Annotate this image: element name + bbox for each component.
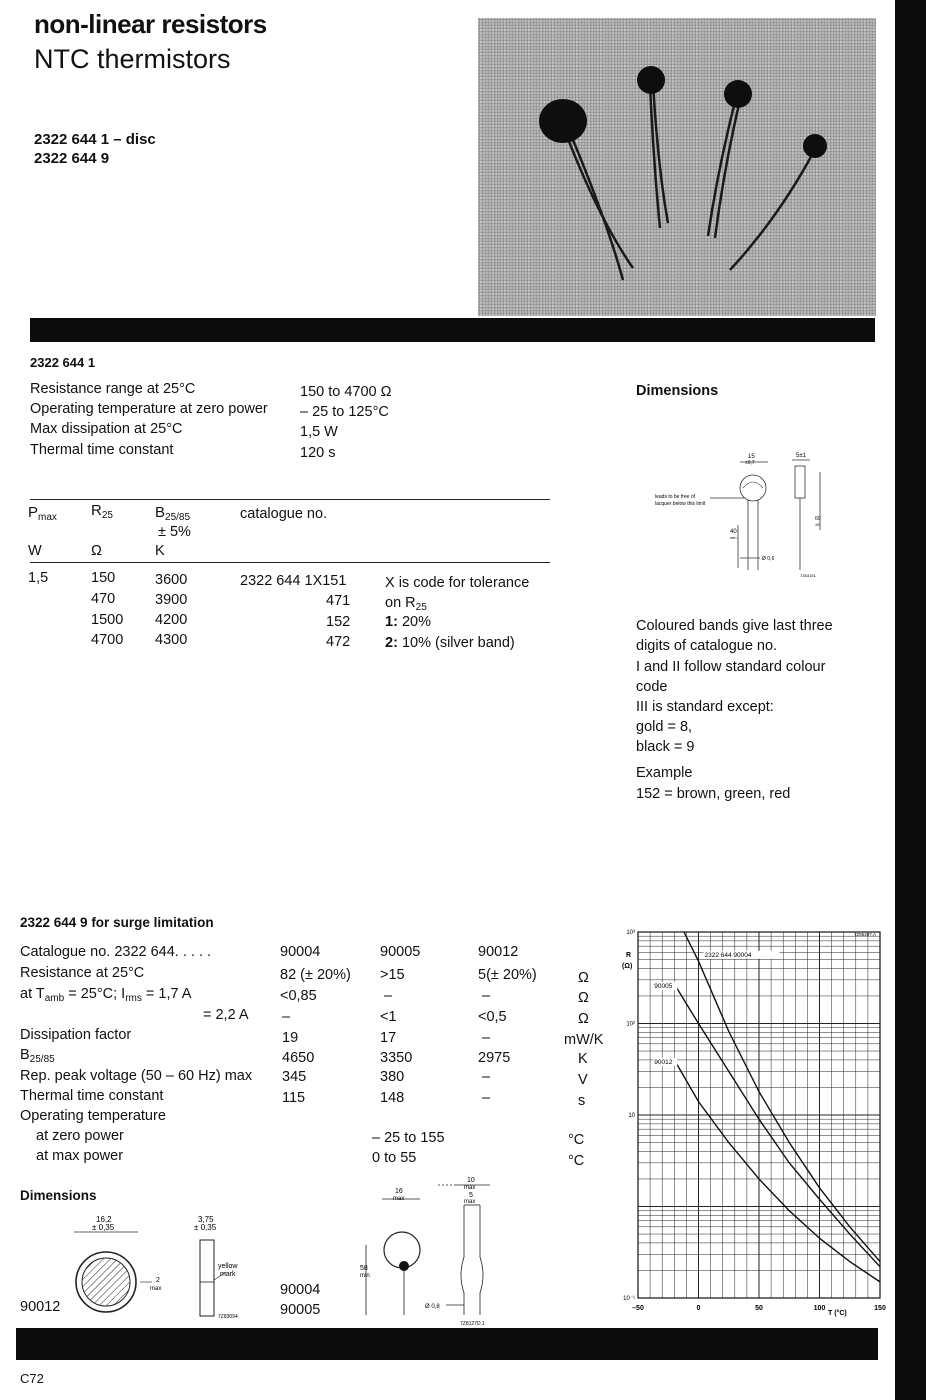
spec-value-90004: 4650: [282, 1050, 315, 1066]
footer-bar: [16, 1328, 878, 1360]
y-tick-label: 10: [628, 1113, 635, 1119]
spec-value: 120 s: [300, 445, 336, 461]
spec-unit: Ω: [578, 990, 589, 1006]
table-cell-b: 4200: [155, 612, 188, 628]
svg-text:10: 10: [467, 1177, 475, 1184]
svg-text:5±1: 5±1: [796, 453, 806, 459]
dimensions-heading: Dimensions: [636, 383, 719, 399]
spec-value-90004: 345: [282, 1069, 307, 1085]
spec-label: Catalogue no. 2322 644. . . . .: [20, 944, 212, 960]
spec-unit: Ω: [578, 970, 589, 986]
svg-text:15: 15: [748, 454, 755, 460]
svg-text:±0,7: ±0,7: [745, 460, 755, 466]
svg-text:±5: ±5: [815, 522, 820, 527]
svg-text:2: 2: [156, 1277, 160, 1284]
scan-edge: [895, 0, 926, 1400]
spec-label: at $T_{amb} = 25^\circ C$; $I_{rms} = 1,7$ A: [20, 986, 192, 1004]
spec-value-90004: 90004: [280, 944, 321, 960]
x-axis-label: T (°C): [828, 1310, 847, 1317]
spec-value: – 25 to 125°C: [300, 404, 389, 420]
table-rule-top: [30, 499, 550, 500]
x-tick-label: 150: [874, 1305, 886, 1312]
svg-text:40: 40: [730, 529, 737, 535]
series-label: 90005: [654, 983, 673, 991]
unit-w: W: [28, 543, 42, 559]
svg-text:max: max: [393, 1196, 405, 1202]
spec-value-90004: <0,85: [280, 988, 317, 1004]
disc-90012-drawing: [60, 1210, 260, 1325]
zero-power-value: – 25 to 155: [372, 1130, 445, 1146]
spec-unit: °C: [568, 1132, 585, 1148]
x-tick-label: –50: [632, 1305, 644, 1312]
table-rule-mid: [30, 562, 550, 563]
table-cell-b: 4300: [155, 632, 188, 648]
chart-code: 7Z95497.A: [854, 932, 877, 937]
svg-text:± 0,35: ± 0,35: [92, 1223, 115, 1232]
table-cell-cat: 2322 644 1X151: [240, 573, 347, 589]
y-tick-label: 10²: [626, 1021, 635, 1028]
colour-note-line: Coloured bands give last three: [636, 618, 833, 634]
zero-power-label: at zero power: [36, 1128, 124, 1144]
spec-label: = 2,2 A: [203, 1007, 249, 1023]
table-cell-r25: 150: [91, 570, 116, 586]
dimensions-heading: Dimensions: [20, 1188, 97, 1203]
spec-label: Dissipation factor: [20, 1027, 132, 1043]
spec-unit: s: [578, 1093, 586, 1109]
tolerance-code-1: 1: 20%: [385, 614, 431, 630]
colour-note-line: digits of catalogue no.: [636, 638, 778, 654]
svg-text:58: 58: [360, 1265, 368, 1272]
table-cell-b: 3600: [155, 572, 188, 588]
pmax-value: 1,5: [28, 570, 49, 586]
operating-temp-label: Operating temperature: [20, 1108, 166, 1124]
colour-note-line: gold = 8,: [636, 719, 693, 735]
spec-value-90004: 115: [282, 1090, 306, 1106]
product-photo: [478, 18, 876, 316]
table-cell-cat: 152: [326, 614, 351, 630]
max-power-label: at max power: [36, 1148, 124, 1164]
spec-value-90004: 19: [282, 1030, 299, 1046]
series-label: 2322 644 90004: [704, 951, 752, 959]
svg-text:Ø 0,8: Ø 0,8: [425, 1304, 440, 1310]
chart-svg: [618, 920, 888, 1330]
series-label: 90012: [654, 1058, 673, 1066]
page-subtitle: NTC thermistors: [34, 44, 231, 74]
example-heading: Example: [636, 765, 693, 781]
svg-text:7Z63151: 7Z63151: [800, 573, 816, 578]
spec-value-90005: <1: [380, 1009, 397, 1025]
spec-value-90012: 90012: [478, 944, 519, 960]
spec-label: Operating temperature at zero power: [30, 401, 268, 417]
spec-value-90012: –: [482, 1090, 491, 1106]
spec-label: Resistance at 25°C: [20, 965, 145, 981]
svg-text:lacquer below this limit: lacquer below this limit: [655, 501, 706, 507]
table-cell-r25: 470: [91, 591, 116, 607]
x-tick-label: 100: [813, 1305, 826, 1312]
spec-value: 150 to 4700 Ω: [300, 384, 392, 400]
svg-text:max: max: [464, 1185, 476, 1191]
spec-value-90005: 17: [380, 1030, 397, 1046]
section-divider-bar: [30, 318, 875, 342]
svg-text:max: max: [150, 1286, 162, 1292]
col-catalogue: catalogue no.: [240, 506, 328, 522]
col-r25: $R_{25}$: [91, 502, 113, 521]
max-power-value: 0 to 55: [372, 1150, 417, 1166]
spec-label: Thermal time constant: [30, 442, 174, 458]
spec-label: Resistance range at 25°C: [30, 381, 196, 397]
section1-heading: 2322 644 1: [30, 355, 96, 370]
spec-value-90012: –: [482, 1069, 491, 1085]
spec-label: Max dissipation at 25°C: [30, 421, 183, 437]
table-cell-r25: 1500: [91, 612, 124, 628]
disc-thermistor-drawing: [650, 450, 830, 580]
spec-value-90004: 82 (± 20%): [280, 967, 351, 983]
label-90005: 90005: [280, 1302, 321, 1318]
col-pmax: $P_{max}$: [28, 504, 57, 523]
tolerance-note: on $R_{25}$: [385, 595, 427, 613]
type-line-2: 2322 644 9: [34, 150, 110, 167]
spec-value-90012: <0,5: [478, 1009, 507, 1025]
colour-note-line: code: [636, 679, 668, 695]
spec-label: $B_{25/85}$: [20, 1047, 55, 1065]
spec-label: Thermal time constant: [20, 1088, 164, 1104]
spec-value-90012: 5(± 20%): [478, 967, 537, 983]
table-cell-b: 3900: [155, 592, 188, 608]
y-axis-label: R: [626, 952, 632, 959]
svg-text:3,75: 3,75: [198, 1215, 214, 1224]
series-line: [674, 1060, 880, 1282]
spec-value-90005: 3350: [380, 1050, 413, 1066]
col-b-tolerance: ± 5%: [158, 524, 191, 540]
spec-value-90012: –: [482, 1030, 491, 1046]
svg-text:min: min: [360, 1273, 370, 1279]
section2-heading: 2322 644 9 for surge limitation: [20, 915, 214, 930]
svg-text:yellow: yellow: [218, 1263, 238, 1270]
y-tick-label: 10⁻¹: [623, 1296, 635, 1302]
unit-k: K: [155, 543, 165, 559]
col-b25-85: $B_{25/85}$: [155, 504, 191, 523]
series-line: [684, 932, 880, 1262]
colour-note-line: black = 9: [636, 739, 695, 755]
svg-text:max: max: [464, 1199, 476, 1205]
table-cell-r25: 4700: [91, 632, 124, 648]
spec-value-90012: –: [482, 988, 491, 1004]
spec-value: 1,5 W: [300, 424, 338, 440]
label-90004: 90004: [280, 1282, 321, 1298]
tolerance-note: X is code for tolerance: [385, 575, 530, 591]
spec-value-90005: 380: [380, 1069, 405, 1085]
svg-text:7Z83094: 7Z83094: [218, 1314, 238, 1320]
table-cell-cat: 472: [326, 634, 351, 650]
svg-text:Ø 0,6: Ø 0,6: [762, 556, 775, 562]
svg-text:5: 5: [469, 1192, 473, 1199]
spec-value-90005: >15: [380, 967, 405, 983]
svg-text:± 0,35: ± 0,35: [194, 1223, 217, 1232]
spec-value-90005: –: [384, 988, 393, 1004]
spec-unit: Ω: [578, 1011, 589, 1027]
y-axis-unit: (Ω): [622, 963, 633, 970]
disc-90004-drawing: [330, 1175, 510, 1330]
label-90012: 90012: [20, 1299, 61, 1315]
svg-text:7Z8127D.1: 7Z8127D.1: [460, 1321, 485, 1327]
unit-ohm: Ω: [91, 543, 102, 559]
spec-value-90005: 148: [380, 1090, 405, 1106]
colour-note-line: III is standard except:: [636, 699, 774, 715]
spec-label: Rep. peak voltage (50 – 60 Hz) max: [20, 1068, 253, 1084]
series-line: [674, 984, 880, 1267]
x-tick-label: 0: [696, 1305, 701, 1312]
svg-text:mark: mark: [220, 1271, 236, 1278]
spec-unit: °C: [568, 1153, 585, 1169]
x-tick-label: 50: [755, 1305, 763, 1312]
tolerance-code-2: 2: 10% (silver band): [385, 635, 515, 651]
spec-unit: mW/K: [564, 1032, 604, 1048]
svg-text:16: 16: [395, 1188, 403, 1195]
spec-value-90005: 90005: [380, 944, 421, 960]
type-line-1: 2322 644 1 – disc: [34, 131, 156, 148]
svg-text:60: 60: [815, 516, 821, 522]
y-tick-label: 10³: [626, 930, 635, 936]
spec-value-90012: 2975: [478, 1050, 511, 1066]
svg-text:16,2: 16,2: [96, 1215, 112, 1224]
page-title: non-linear resistors: [34, 9, 267, 39]
table-cell-cat: 471: [326, 593, 351, 609]
resistance-temperature-chart: [618, 920, 888, 1330]
svg-text:min: min: [730, 535, 737, 540]
svg-text:leads to be free of: leads to be free of: [655, 494, 696, 500]
spec-value-90004: –: [282, 1009, 291, 1025]
page-number: C72: [20, 1371, 44, 1386]
colour-note-line: I and II follow standard colour: [636, 659, 826, 675]
example-text: 152 = brown, green, red: [636, 786, 791, 802]
spec-unit: V: [578, 1072, 588, 1088]
thermistor-photo-drawing: [478, 18, 876, 316]
spec-unit: K: [578, 1051, 588, 1067]
